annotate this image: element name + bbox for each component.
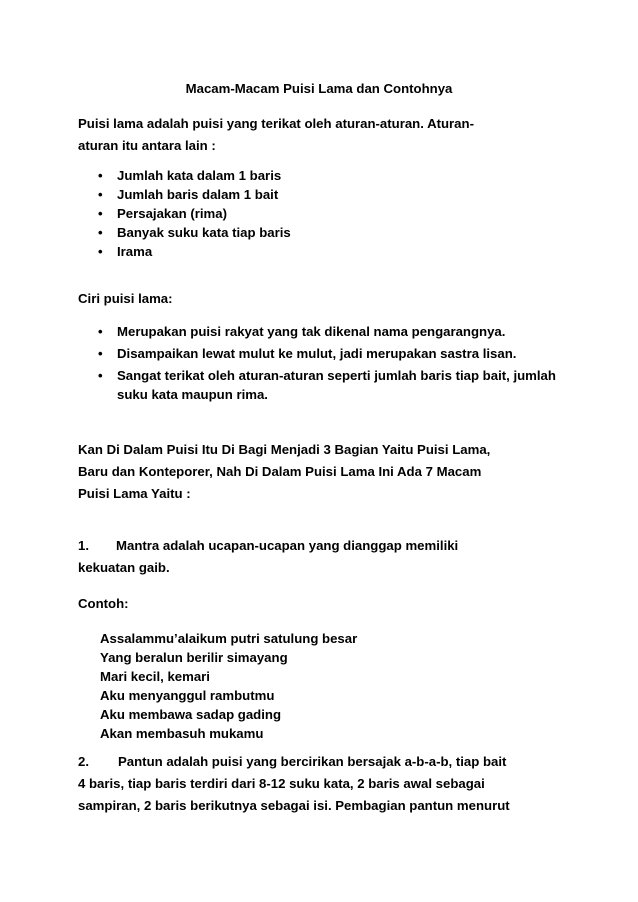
item-1	[78, 535, 568, 579]
item-2-line-2: 4 baris, tiap baris terdiri dari 8-12 suku kata, 2 baris awal sebagai	[78, 776, 485, 791]
poem-line: Yang beralun berilir simayang	[100, 650, 288, 665]
item-2	[78, 751, 568, 817]
ciri-heading: Ciri puisi lama:	[78, 291, 173, 306]
bullet-icon: •	[98, 225, 103, 240]
item-1-line-1: Mantra adalah ucapan-ucapan yang dianggap memiliki	[116, 538, 459, 553]
poem-line: Aku menyanggul rambutmu	[100, 688, 275, 703]
division-line-2: Baru dan Konteporer, Nah Di Dalam Puisi Lama Ini Ada 7 Macam	[78, 464, 482, 479]
division-paragraph	[78, 439, 568, 505]
poem-line: Akan membasuh mukamu	[100, 726, 264, 741]
list-item: • Merupakan puisi rakyat yang tak dikenal nama pengarangnya.	[98, 324, 506, 339]
bullet-icon: •	[98, 324, 103, 339]
item-2-number: 2.	[78, 754, 89, 769]
list-item: • Jumlah baris dalam 1 bait	[98, 187, 279, 202]
document-title: Macam-Macam Puisi Lama dan Contohnya	[185, 81, 453, 96]
contoh-label: Contoh:	[78, 596, 129, 611]
ciri-list	[78, 322, 568, 404]
bullet-icon: •	[98, 168, 103, 183]
bullet-icon: •	[98, 244, 103, 259]
bullet-icon: •	[98, 368, 103, 383]
item-2-line-1: Pantun adalah puisi yang bercirikan bersajak a-b-a-b, tiap bait	[118, 754, 507, 769]
item-1-line-2: kekuatan gaib.	[78, 560, 170, 575]
list-item: • Sangat terikat oleh aturan-aturan seperti jumlah baris tiap bait, jumlah suku kata maupun rima.	[98, 368, 556, 402]
list-item: • Disampaikan lewat mulut ke mulut, jadi merupakan sastra lisan.	[98, 346, 517, 361]
division-line-1: Kan Di Dalam Puisi Itu Di Bagi Menjadi 3 Bagian Yaitu Puisi Lama,	[78, 442, 491, 457]
division-line-3: Puisi Lama Yaitu :	[78, 486, 191, 501]
bullet-icon: •	[98, 346, 103, 361]
list-item: • Jumlah kata dalam 1 baris	[98, 168, 282, 183]
poem-line: Mari kecil, kemari	[100, 669, 210, 684]
item-1-number: 1.	[78, 538, 89, 553]
list-item: • Irama	[98, 244, 153, 259]
poem-line: Aku membawa sadap gading	[100, 707, 282, 722]
item-2-line-3: sampiran, 2 baris berikutnya sebagai isi. Pembagian pantun menurut	[78, 798, 510, 813]
rules-list	[78, 166, 568, 261]
list-item: • Banyak suku kata tiap baris	[98, 225, 291, 240]
list-item: • Persajakan (rima)	[98, 206, 227, 221]
bullet-icon: •	[98, 206, 103, 221]
poem-block	[100, 629, 540, 743]
intro-line-1: Puisi lama adalah puisi yang terikat oleh aturan-aturan. Aturan-	[78, 116, 474, 131]
bullet-icon: •	[98, 187, 103, 202]
intro-paragraph	[78, 113, 568, 157]
intro-line-2: aturan itu antara lain :	[78, 138, 216, 153]
poem-line: Assalammu’alaikum putri satulung besar	[100, 631, 358, 646]
